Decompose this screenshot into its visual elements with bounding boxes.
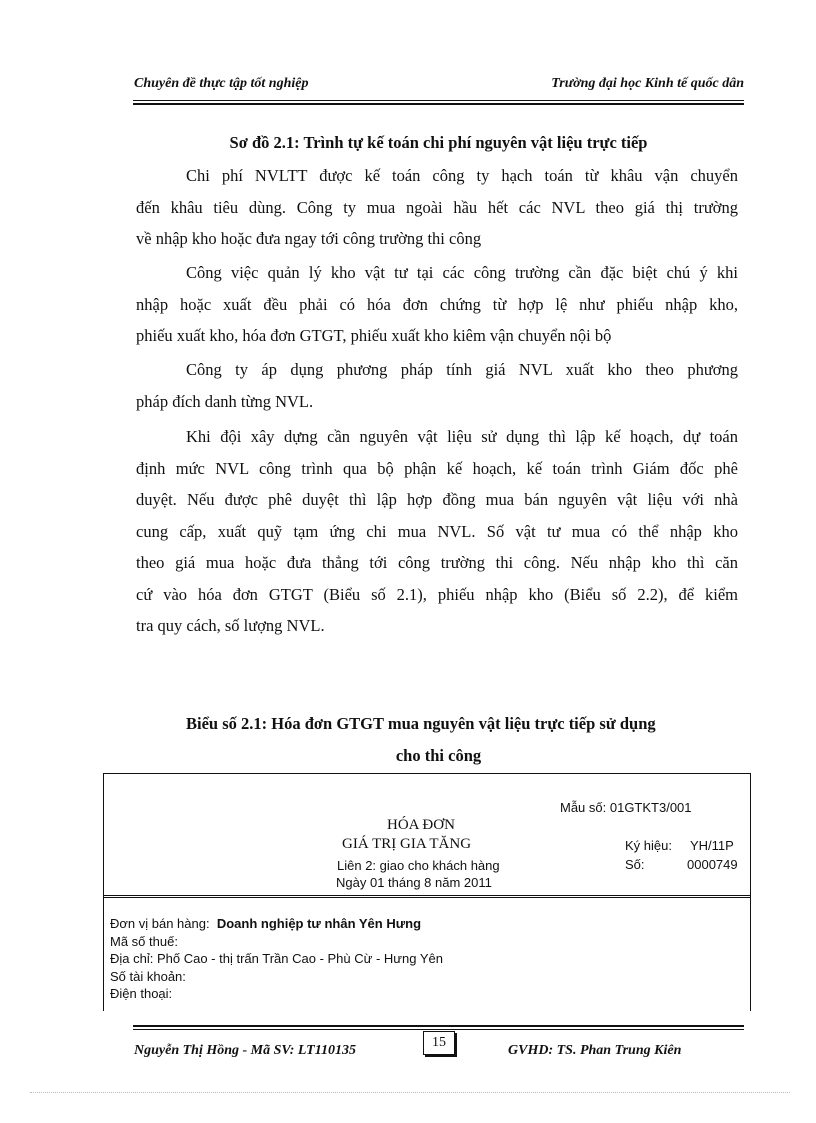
header-rule-thick [133, 103, 744, 105]
number-label: Số: [625, 857, 645, 872]
seller-label: Đơn vị bán hàng: [110, 916, 210, 931]
paragraph-3 [136, 354, 738, 417]
paragraph-1 [136, 160, 738, 255]
number-value: 0000749 [687, 857, 738, 872]
symbol-label: Ký hiệu: [625, 838, 672, 853]
tax-code-label: Mã số thuế: [110, 933, 178, 949]
paragraph-line: định mức NVL công trình qua bộ phận kế hoạch, kế toán trình Giám đốc phê [136, 458, 738, 478]
seller-info [110, 915, 443, 1003]
paragraph-line: Chi phí NVLTT được kế toán công ty hạch toán từ khâu vận chuyển [186, 166, 738, 185]
form-title-line-1: Biểu số 2.1: Hóa đơn GTGT mua nguyên vật liệu trực tiếp sử dụng [186, 714, 656, 733]
page-bottom-dotted-line [30, 1092, 790, 1093]
paragraph-line: tra quy cách, số lượng NVL. [136, 616, 325, 635]
footer-rule-thin [133, 1029, 744, 1030]
paragraph-2 [136, 257, 738, 352]
address-value: Phố Cao - thị trấn Trần Cao - Phù Cừ - Hưng Yên [156, 951, 443, 966]
paragraph-line: theo giá mua hoặc đưa thẳng tới công trường thi công. Nếu nhập kho thì căn [136, 553, 738, 572]
footer-left: Nguyễn Thị Hồng - Mã SV: LT110135 [134, 1043, 356, 1058]
invoice-title: HÓA ĐƠN [387, 817, 455, 833]
phone-label: Điện thoại: [110, 986, 173, 1001]
address-label: Địa chỉ: [110, 951, 154, 966]
paragraph-line: cứ vào hóa đơn GTGT (Biểu số 2.1), phiếu nhập kho (Biểu số 2.2), để kiểm [136, 584, 738, 604]
paragraph-line: cung cấp, xuất quỹ tạm ứng chi mua NVL. Số vật tư mua có thể nhập kho [136, 521, 738, 541]
header-right: Trường đại học Kinh tế quốc dân [551, 76, 744, 91]
footer-rule-thick [133, 1025, 744, 1027]
section-title: Sơ đồ 2.1: Trình tự kế toán chi phí nguyên vật liệu trực tiếp [229, 133, 648, 152]
invoice-subtitle: GIÁ TRỊ GIA TĂNG [342, 836, 472, 852]
paragraph-line: pháp đích danh từng NVL. [136, 391, 314, 411]
footer-right: GVHD: TS. Phan Trung Kiên [508, 1043, 682, 1058]
paragraph-line: duyệt. Nếu được phê duyệt thì lập hợp đồng mua bán nguyên vật liệu với nhà [136, 490, 738, 509]
paragraph-line: phiếu xuất kho, hóa đơn GTGT, phiếu xuất kho kiêm vận chuyển nội bộ [136, 326, 612, 345]
form-number: Mẫu số: 01GTKT3/001 [560, 800, 692, 815]
seller-name: Doanh nghiệp tư nhân Yên Hưng [216, 916, 422, 931]
page-number: 15 [423, 1031, 455, 1055]
paragraph-4 [136, 421, 738, 642]
account-label: Số tài khoản: [110, 968, 186, 984]
invoice-box [103, 773, 751, 1011]
paragraph-line: đến khâu tiêu dùng. Công ty mua ngoài hầu hết các NVL theo giá thị trường [136, 197, 738, 217]
header-rule-thin [133, 100, 744, 101]
invoice-separator [104, 895, 750, 898]
paragraph-line: Công ty áp dụng phương pháp tính giá NVL xuất kho theo phương [186, 360, 738, 379]
paragraph-line: Công việc quản lý kho vật tư tại các công trường cần đặc biệt chú ý khi [186, 263, 738, 282]
paragraph-line: nhập hoặc xuất đều phải có hóa đơn chứng từ hợp lệ như phiếu nhập kho, [136, 294, 738, 314]
invoice-copy: Liên 2: giao cho khách hàng [337, 858, 500, 873]
header-left: Chuyên đề thực tập tốt nghiệp [134, 76, 309, 91]
invoice-date: Ngày 01 tháng 8 năm 2011 [336, 875, 492, 890]
paragraph-line: Khi đội xây dựng cần nguyên vật liệu sử dụng thì lập kế hoạch, dự toán [186, 427, 738, 446]
symbol-value: YH/11P [690, 838, 734, 853]
paragraph-line: về nhập kho hoặc đưa ngay tới công trường thi công [136, 229, 482, 248]
form-title-line-2: cho thi công [395, 746, 482, 765]
